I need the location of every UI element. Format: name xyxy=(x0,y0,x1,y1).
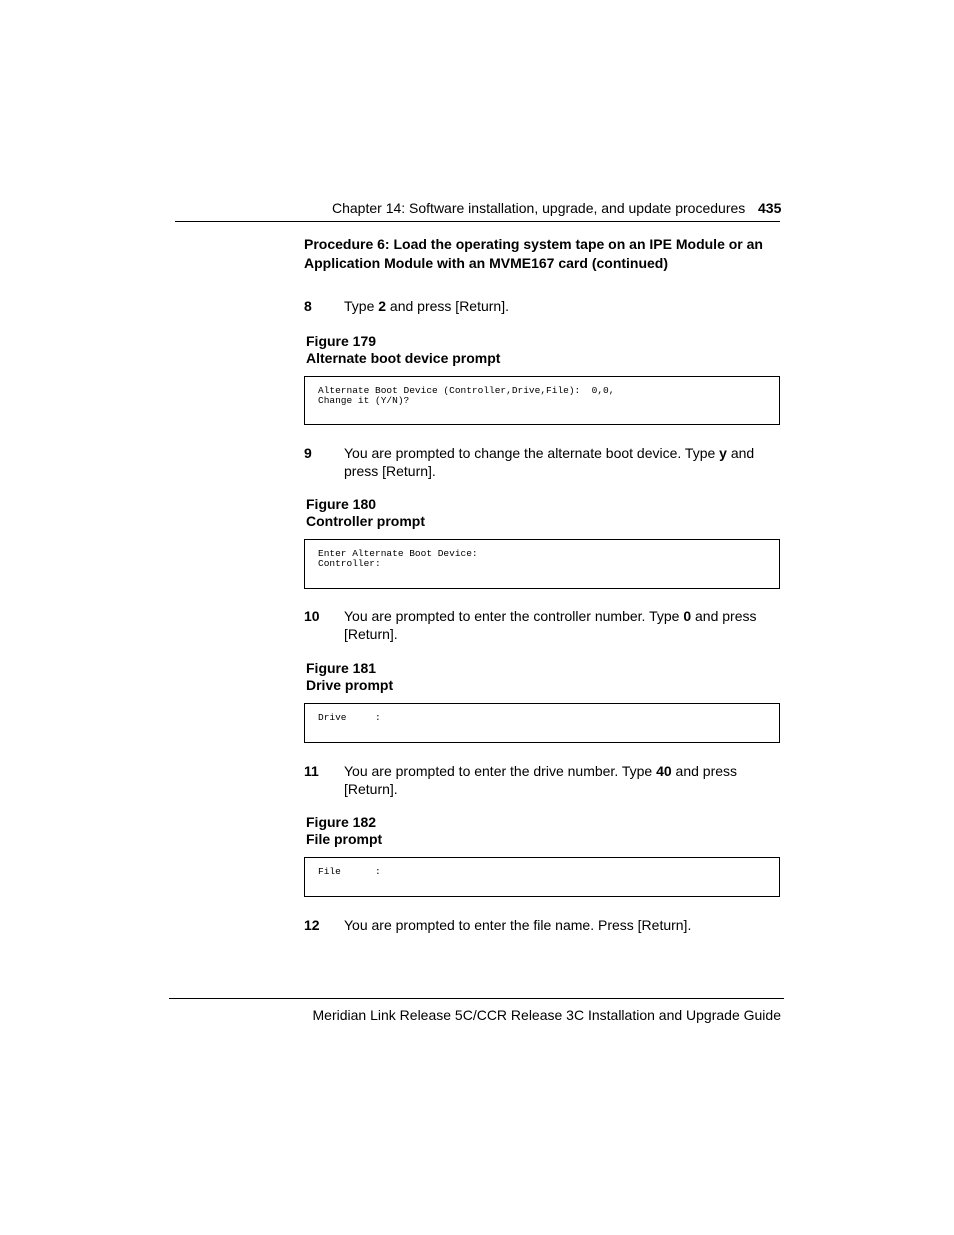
step-number: 11 xyxy=(304,763,319,779)
terminal-text: Alternate Boot Device (Controller,Drive,File): 0,0, Change it (Y/N)? xyxy=(318,385,615,406)
header-divider xyxy=(175,221,780,222)
figure-number: Figure 181 xyxy=(306,660,377,676)
figure-number: Figure 182 xyxy=(306,814,377,830)
terminal-output-box xyxy=(304,539,780,589)
step-number: 12 xyxy=(304,917,320,933)
terminal-output-box xyxy=(304,703,780,743)
terminal-text: File : xyxy=(318,866,381,877)
terminal-text: Drive : xyxy=(318,712,381,723)
footer-title: Meridian Link Release 5C/CCR Release 3C Installation and Upgrade Guide xyxy=(312,1007,781,1023)
figure-caption: File prompt xyxy=(306,831,383,847)
step-text: You are prompted to enter the controller number. Type 0 and press [Return]. xyxy=(344,608,757,642)
step-number: 10 xyxy=(304,608,320,624)
terminal-output-box xyxy=(304,857,780,897)
step-number: 8 xyxy=(304,298,312,314)
step-text: You are prompted to enter the file name. Press [Return]. xyxy=(344,917,692,933)
terminal-output-box xyxy=(304,376,780,425)
step-number: 9 xyxy=(304,445,312,461)
footer-divider xyxy=(169,998,784,999)
figure-caption: Drive prompt xyxy=(306,677,394,693)
procedure-title: Procedure 6: Load the operating system tape on an IPE Module or an Application Module with an MVME167 card (continued) xyxy=(304,236,763,271)
step-text: You are prompted to change the alternate boot device. Type y and press [Return]. xyxy=(344,445,755,479)
page-number: 435 xyxy=(758,200,782,216)
terminal-text: Enter Alternate Boot Device: Controller: xyxy=(318,548,478,569)
chapter-title: Chapter 14: Software installation, upgrade, and update procedures xyxy=(332,200,746,216)
figure-caption: Controller prompt xyxy=(306,513,425,529)
figure-caption: Alternate boot device prompt xyxy=(306,350,501,366)
figure-number: Figure 180 xyxy=(306,496,377,512)
figure-number: Figure 179 xyxy=(306,333,377,349)
step-text: You are prompted to enter the drive number. Type 40 and press [Return]. xyxy=(344,763,738,797)
step-text: Type 2 and press [Return]. xyxy=(344,298,509,314)
